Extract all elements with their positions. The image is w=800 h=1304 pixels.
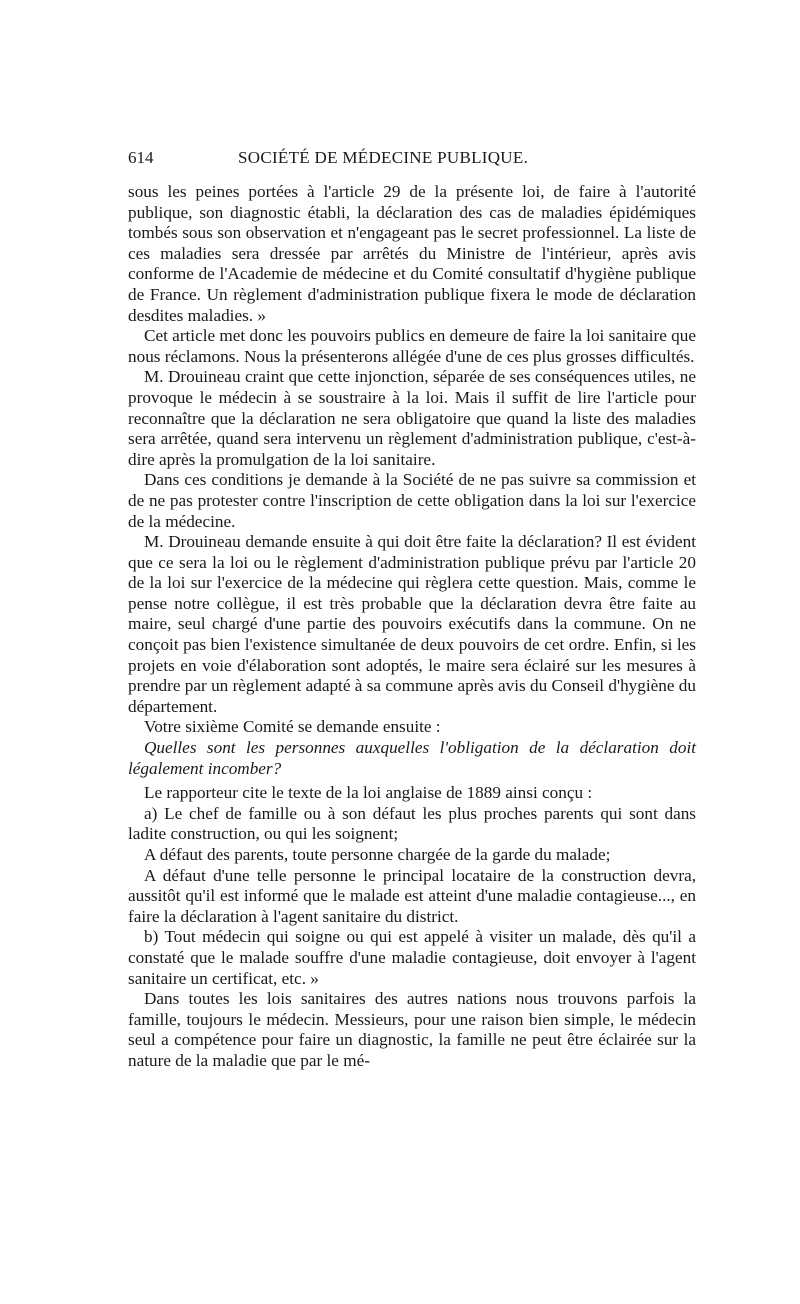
paragraph: M. Drouineau craint que cette injonction, séparée de ses conséquences utiles, ne provoque le médecin à se soustraire à la loi. Mais il suffit de lire l'article pour reconnaître que la déclaration ne sera obligatoire que quand la liste des maladies sera arrêtée, quand sera intervenu un règlement d'administration publique, c'est-à-dire après la promulgation de la loi sanitaire. bbox=[128, 367, 696, 469]
quoted-clause: A défaut des parents, toute personne chargée de la garde du malade; bbox=[144, 845, 611, 864]
quoted-clause: A défaut d'une telle personne le principal locataire de la construction devra, aussitôt qu'il est informé que le malade est atteint d'une maladie contagieuse..., en faire la déclaration à l'agent sanitaire du district. bbox=[128, 865, 696, 926]
quoted-clause-b: b) Tout médecin qui soigne ou qui est appelé à visiter un malade, dès qu'il a constaté que le malade souffre d'une maladie contagieuse, doit envoyer à l'agent sanitaire un certificat, etc. » bbox=[128, 927, 696, 988]
quoted-clause-a: a) Le chef de famille ou à son défaut les plus proches parents qui sont dans ladite construction, ou qui les soignent; bbox=[128, 803, 696, 844]
page-number: 614 bbox=[128, 148, 154, 167]
paragraph: Cet article met donc les pouvoirs publics en demeure de faire la loi sanitaire que nous réclamons. Nous la présenterons allégée d'une de ces plus grosses difficultés. bbox=[128, 326, 696, 366]
paragraph: Dans toutes les lois sanitaires des autres nations nous trouvons parfois la famille, toujours le médecin. Messieurs, pour une raison bien simple, le médecin seul a compétence pour faire un diagnostic, la famille ne peut être éclairée sur la nature de la maladie que par le mé- bbox=[128, 989, 696, 1070]
running-head: SOCIÉTÉ DE MÉDECINE PUBLIQUE. bbox=[238, 148, 529, 167]
body-text bbox=[128, 182, 696, 1072]
paragraph: Votre sixième Comité se demande ensuite : bbox=[144, 717, 441, 737]
paragraph: M. Drouineau demande ensuite à qui doit être faite la déclaration? Il est évident que ce sera la loi ou le règlement d'administration publique prévu par l'article 20 de la loi sur l'exercice de la médecine qui règlera cette question. Mais, comme le pense notre collègue, il est très probable que la déclaration devra être faite au maire, seul chargé d'une partie des pouvoirs exécutifs dans la commune. On ne conçoit pas bien l'existence simultanée de deux pouvoirs de cet ordre. Enfin, si les projets en voie d'élaboration sont adoptés, le maire sera éclairé sur les mesures à prendre par un règlement adapté à sa commune après avis du Conseil d'hygiène du département. bbox=[128, 532, 696, 716]
book-page bbox=[128, 148, 696, 1072]
page-header bbox=[128, 148, 696, 182]
paragraph: Dans ces conditions je demande à la Société de ne pas suivre sa commission et de ne pas protester contre l'inscription de cette obligation dans la loi sur l'exercice de la médecine. bbox=[128, 470, 696, 531]
paragraph: Le rapporteur cite le texte de la loi anglaise de 1889 ainsi conçu : bbox=[144, 783, 593, 803]
italic-question: Quelles sont les personnes auxquelles l'obligation de la déclaration doit légalement incomber? bbox=[128, 738, 696, 778]
paragraph: sous les peines portées à l'article 29 de la présente loi, de faire à l'autorité publique, son diagnostic établi, la déclaration des cas de maladies épidémiques tombés sous son observation et n'engageant pas le secret professionnel. La liste de ces maladies sera dressée par arrêtés du Ministre de l'intérieur, après avis conforme de l'Academie de médecine et du Comité consultatif d'hygiène publique de France. Un règlement d'administration publique fixera le mode de déclaration desdites maladies. » bbox=[128, 182, 696, 325]
